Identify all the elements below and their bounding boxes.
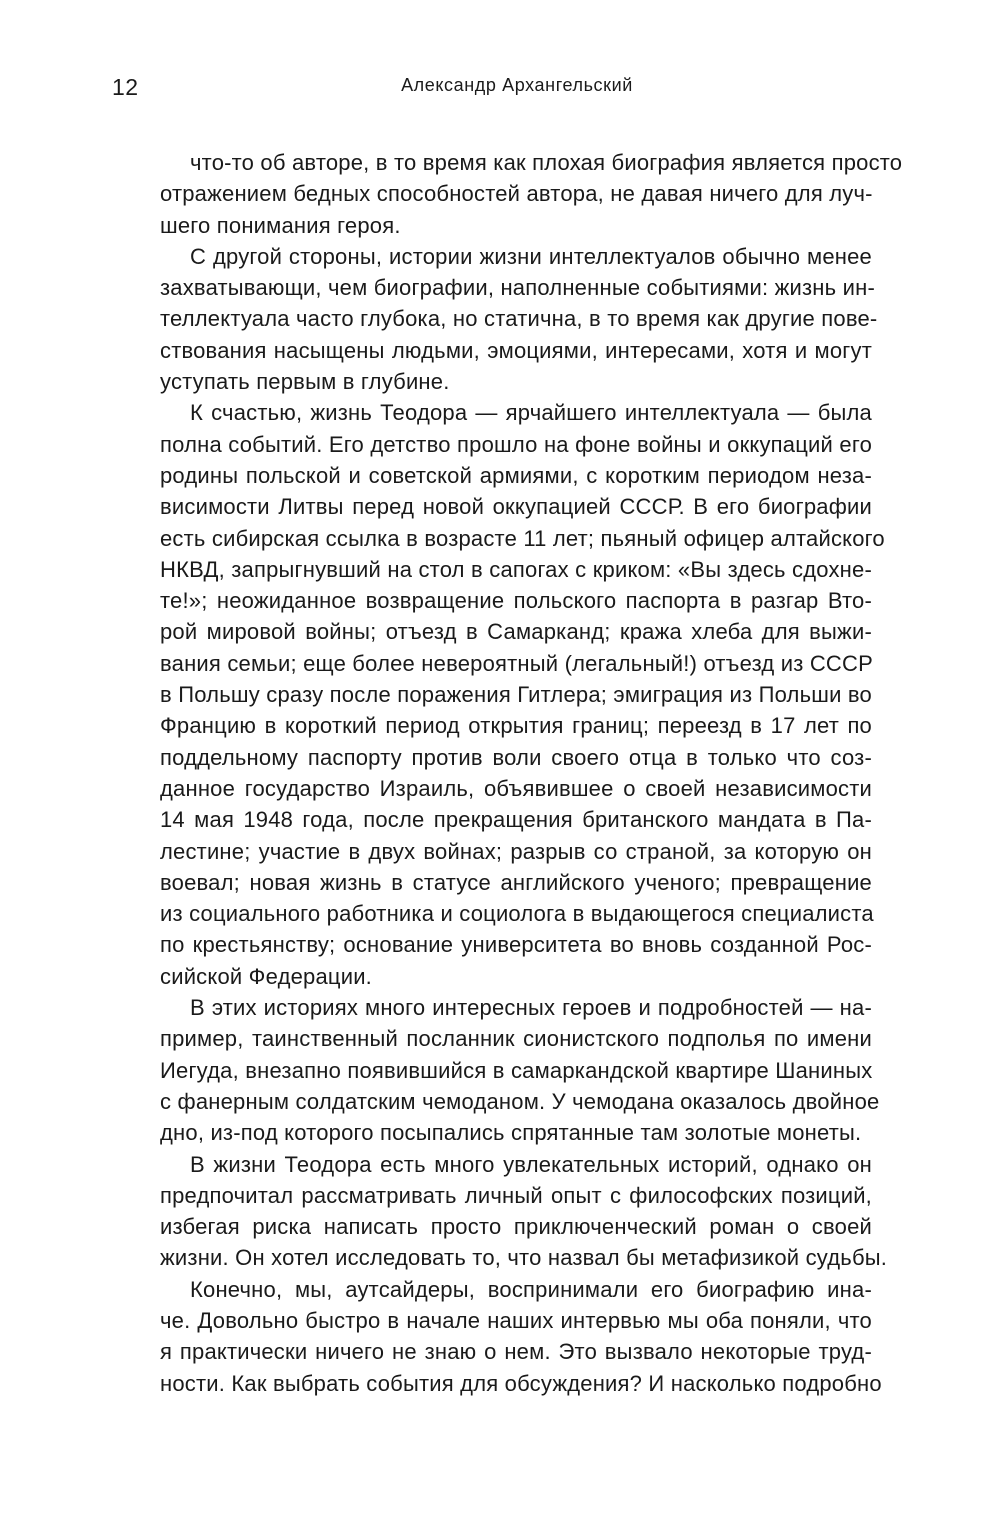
text-line: уступать первым в глубине. xyxy=(160,369,450,395)
text-line: ности. Как выбрать события для обсуждения? И насколько подробно xyxy=(160,1370,882,1396)
text-line: дно, из-под которого посыпались спрятанные там золотые монеты. xyxy=(160,1120,862,1146)
text-line: жизни. Он хотел исследовать то, что назвал бы метафизикой судьбы. xyxy=(160,1245,888,1271)
text-line: Францию в короткий период открытия границ; переезд в 17 лет по xyxy=(160,713,872,739)
text-line: из социального работника и социолога в выдающегося специалиста xyxy=(160,901,874,927)
text-line: по крестьянству; основание университета во вновь созданной Рос- xyxy=(160,932,872,958)
text-line: рой мировой войны; отъезд в Самарканд; кража хлеба для выжи- xyxy=(160,619,872,645)
paragraph xyxy=(160,147,903,241)
text-line: В жизни Теодора есть много увлекательных историй, однако он xyxy=(190,1151,872,1177)
text-line: висимости Литвы перед новой оккупацией СССР. В его биографии xyxy=(160,494,872,520)
text-line: Конечно, мы, аутсайдеры, воспринимали его биографию ина- xyxy=(190,1276,872,1302)
text-line: с фанерным солдатским чемоданом. У чемодана оказалось двойное xyxy=(160,1088,880,1114)
text-line: вания семьи; еще более невероятный (легальный!) отъезд из СССР xyxy=(160,650,873,676)
text-line: предпочитал рассматривать личный опыт с философских позиций, xyxy=(160,1182,872,1208)
text-line: я практически ничего не знаю о нем. Это вызвало некоторые труд- xyxy=(160,1339,872,1365)
text-line: данное государство Израиль, объявившее о своей независимости xyxy=(160,775,872,801)
paragraph xyxy=(160,1274,882,1399)
page-number: 12 xyxy=(112,74,139,100)
paragraph xyxy=(160,241,878,397)
text-line: 14 мая 1948 года, после прекращения британского мандата в Па- xyxy=(160,807,872,833)
text-line: те!»; неожиданное возвращение польского паспорта в разгар Вто- xyxy=(160,588,872,614)
body-text xyxy=(160,147,903,1399)
text-line: избегая риска написать просто приключенческий роман о своей xyxy=(160,1214,872,1240)
text-line: В этих историях много интересных героев и подробностей — на- xyxy=(190,995,872,1021)
paragraph xyxy=(160,1149,888,1274)
running-header-title: Александр Архангельский xyxy=(401,75,633,95)
text-line: пример, таинственный посланник сионистского подполья по имени xyxy=(160,1026,872,1052)
text-line: отражением бедных способностей автора, не давая ничего для луч- xyxy=(160,181,873,207)
text-line: К счастью, жизнь Теодора — ярчайшего интеллектуала — была xyxy=(190,400,872,426)
text-line: НКВД, запрыгнувший на стол в сапогах с криком: «Вы здесь сдохне- xyxy=(160,556,872,582)
text-line: ствования насыщены людьми, эмоциями, интересами, хотя и могут xyxy=(160,337,872,363)
text-line: лестине; участие в двух войнах; разрыв со страной, за которую он xyxy=(160,838,872,864)
text-line: в Польшу сразу после поражения Гитлера; эмиграция из Польши во xyxy=(160,682,872,708)
text-line: поддельному паспорту против воли своего отца в только что соз- xyxy=(160,744,872,770)
text-line: захватывающи, чем биографии, наполненные событиями: жизнь ин- xyxy=(160,275,875,301)
text-line: есть сибирская ссылка в возрасте 11 лет; пьяный офицер алтайского xyxy=(160,525,885,551)
text-line: сийской Федерации. xyxy=(160,963,372,989)
text-line: теллектуала часто глубока, но статична, в то время как другие пове- xyxy=(160,306,878,332)
text-line: что-то об авторе, в то время как плохая биография является просто xyxy=(190,150,903,175)
paragraph xyxy=(160,992,880,1148)
text-line: полна событий. Его детство прошло на фоне войны и оккупаций его xyxy=(160,431,872,457)
text-line: че. Довольно быстро в начале наших интервью мы оба поняли, что xyxy=(160,1307,872,1333)
text-line: С другой стороны, истории жизни интеллектуалов обычно менее xyxy=(190,243,872,269)
paragraph xyxy=(160,397,885,992)
text-line: Иегуда, внезапно появившийся в самаркандской квартире Шаниных xyxy=(160,1057,873,1083)
text-line: воевал; новая жизнь в статусе английского ученого; превращение xyxy=(160,869,872,895)
text-line: родины польской и советской армиями, с коротким периодом неза- xyxy=(160,462,872,488)
text-line: шего понимания героя. xyxy=(160,212,401,238)
